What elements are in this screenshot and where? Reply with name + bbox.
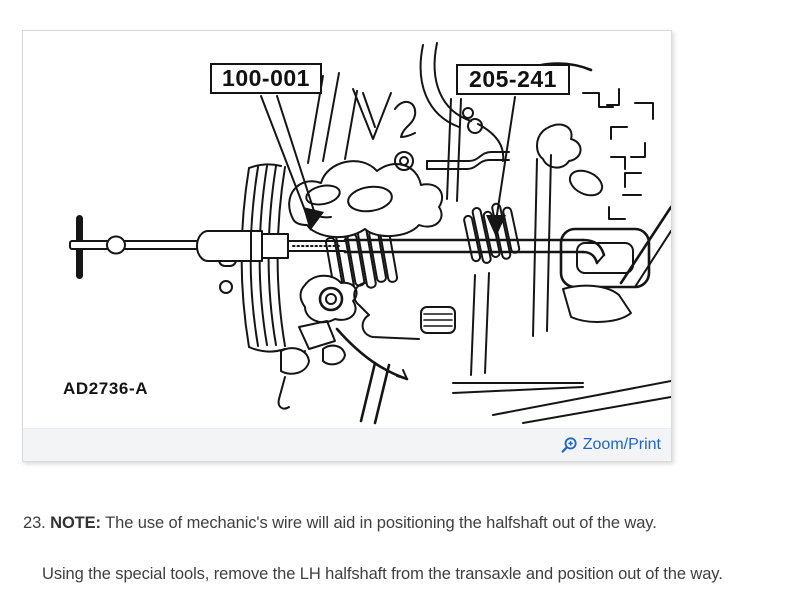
halfshaft-diagram [23, 31, 671, 429]
zoom-print-label: Zoom/Print [582, 436, 661, 453]
magnifier-zoom-icon [560, 436, 578, 454]
note-label: NOTE: [50, 514, 101, 532]
callout-box-100-001: 100-001 [210, 63, 322, 94]
step-number: 23. [23, 514, 46, 532]
instruction-body-line: Using the special tools, remove the LH halfshaft from the transaxle and position out of the way. [42, 565, 723, 583]
inner-cv-boot [462, 201, 521, 266]
halfshaft-line-art [23, 31, 671, 429]
figure-id-label: AD2736-A [63, 379, 149, 398]
figure-toolbar [23, 428, 671, 461]
instruction-note-line [23, 514, 657, 533]
note-text: The use of mechanic's wire will aid in positioning the halfshaft out of the way. [100, 514, 657, 532]
zoom-print-link[interactable] [560, 436, 661, 454]
callout-box-205-241: 205-241 [456, 64, 570, 95]
figure-panel [22, 30, 672, 462]
